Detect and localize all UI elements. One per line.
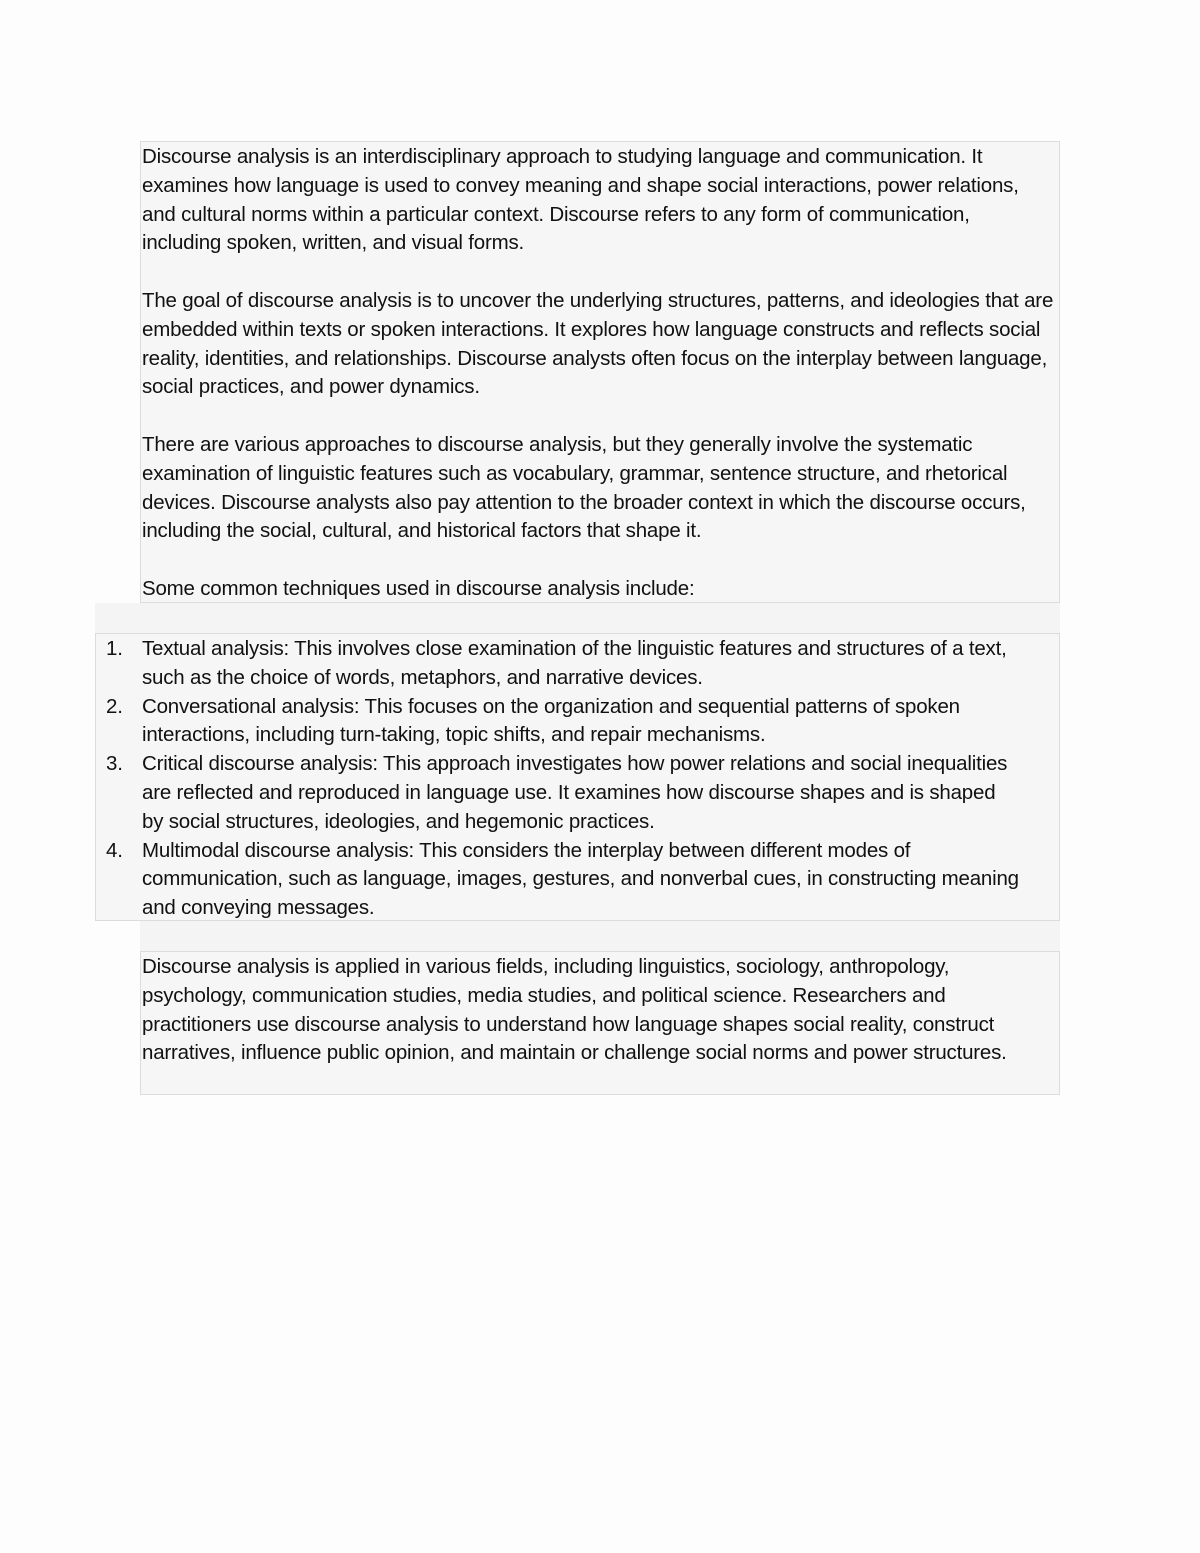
- techniques-lead-in: Some common techniques used in discourse analysis include:: [142, 577, 695, 600]
- list-item: [96, 693, 1022, 751]
- list-item: [96, 635, 1022, 693]
- techniques-list-block: [95, 633, 1060, 921]
- list-item-number: 2.: [106, 694, 123, 718]
- block-spacer: [95, 603, 1060, 633]
- list-item-text: Critical discourse analysis: This approach investigates how power relations and social inequalities are reflected and reproduced in language use. It examines how discourse shapes and is shaped by social structures, ideologies, and hegemonic practices.: [142, 752, 1008, 833]
- block-spacer: [140, 921, 1060, 951]
- list-item-text: Conversational analysis: This focuses on the organization and sequential patterns of spoken interactions, including turn-taking, topic shifts, and repair mechanisms.: [142, 694, 960, 747]
- closing-text-block: [140, 951, 1060, 1095]
- list-item-text: Multimodal discourse analysis: This considers the interplay between different modes of communication, such as language, images, gestures, and nonverbal cues, in constructing meaning and conveying messages.: [142, 838, 1019, 920]
- techniques-list: [96, 635, 1056, 923]
- list-item-number: 4.: [106, 838, 123, 862]
- list-item-number: 1.: [106, 637, 123, 660]
- intro-paragraph-1: Discourse analysis is an interdisciplinary approach to studying language and communication. It examines how language is used to convey meaning and shape social interactions, power relations, and cultural norms within a particular context. Discourse refers to any form of communication, including spoken, written, and visual forms.: [142, 145, 1019, 255]
- intro-paragraph-2: The goal of discourse analysis is to uncover the underlying structures, patterns, and ideologies that are embedded within texts or spoken interactions. It explores how language constructs and reflects social reality, identities, and relationships. Discourse analysts often focus on the interplay between language, social practices, and power dynamics.: [142, 289, 1054, 399]
- intro-text-block: [140, 141, 1060, 603]
- intro-paragraph-3: There are various approaches to discourse analysis, but they generally involve the systematic examination of linguistic features such as vocabulary, grammar, sentence structure, and rhetorical devices. Discourse analysts also pay attention to the broader context in which the discourse occurs, including the social, cultural, and historical factors that shape it.: [142, 433, 1026, 543]
- list-item-number: 3.: [106, 752, 123, 776]
- list-item: [96, 837, 1022, 923]
- closing-paragraph: Discourse analysis is applied in various fields, including linguistics, sociology, anthropology, psychology, communication studies, media studies, and political science. Researchers and practitioners use discourse analysis to understand how language shapes social reality, construct narratives, influence public opinion, and maintain or challenge social norms and power structures.: [142, 955, 1007, 1065]
- list-item: [96, 750, 1022, 836]
- list-item-text: Textual analysis: This involves close examination of the linguistic features and structures of a text, such as the choice of words, metaphors, and narrative devices.: [142, 637, 1007, 689]
